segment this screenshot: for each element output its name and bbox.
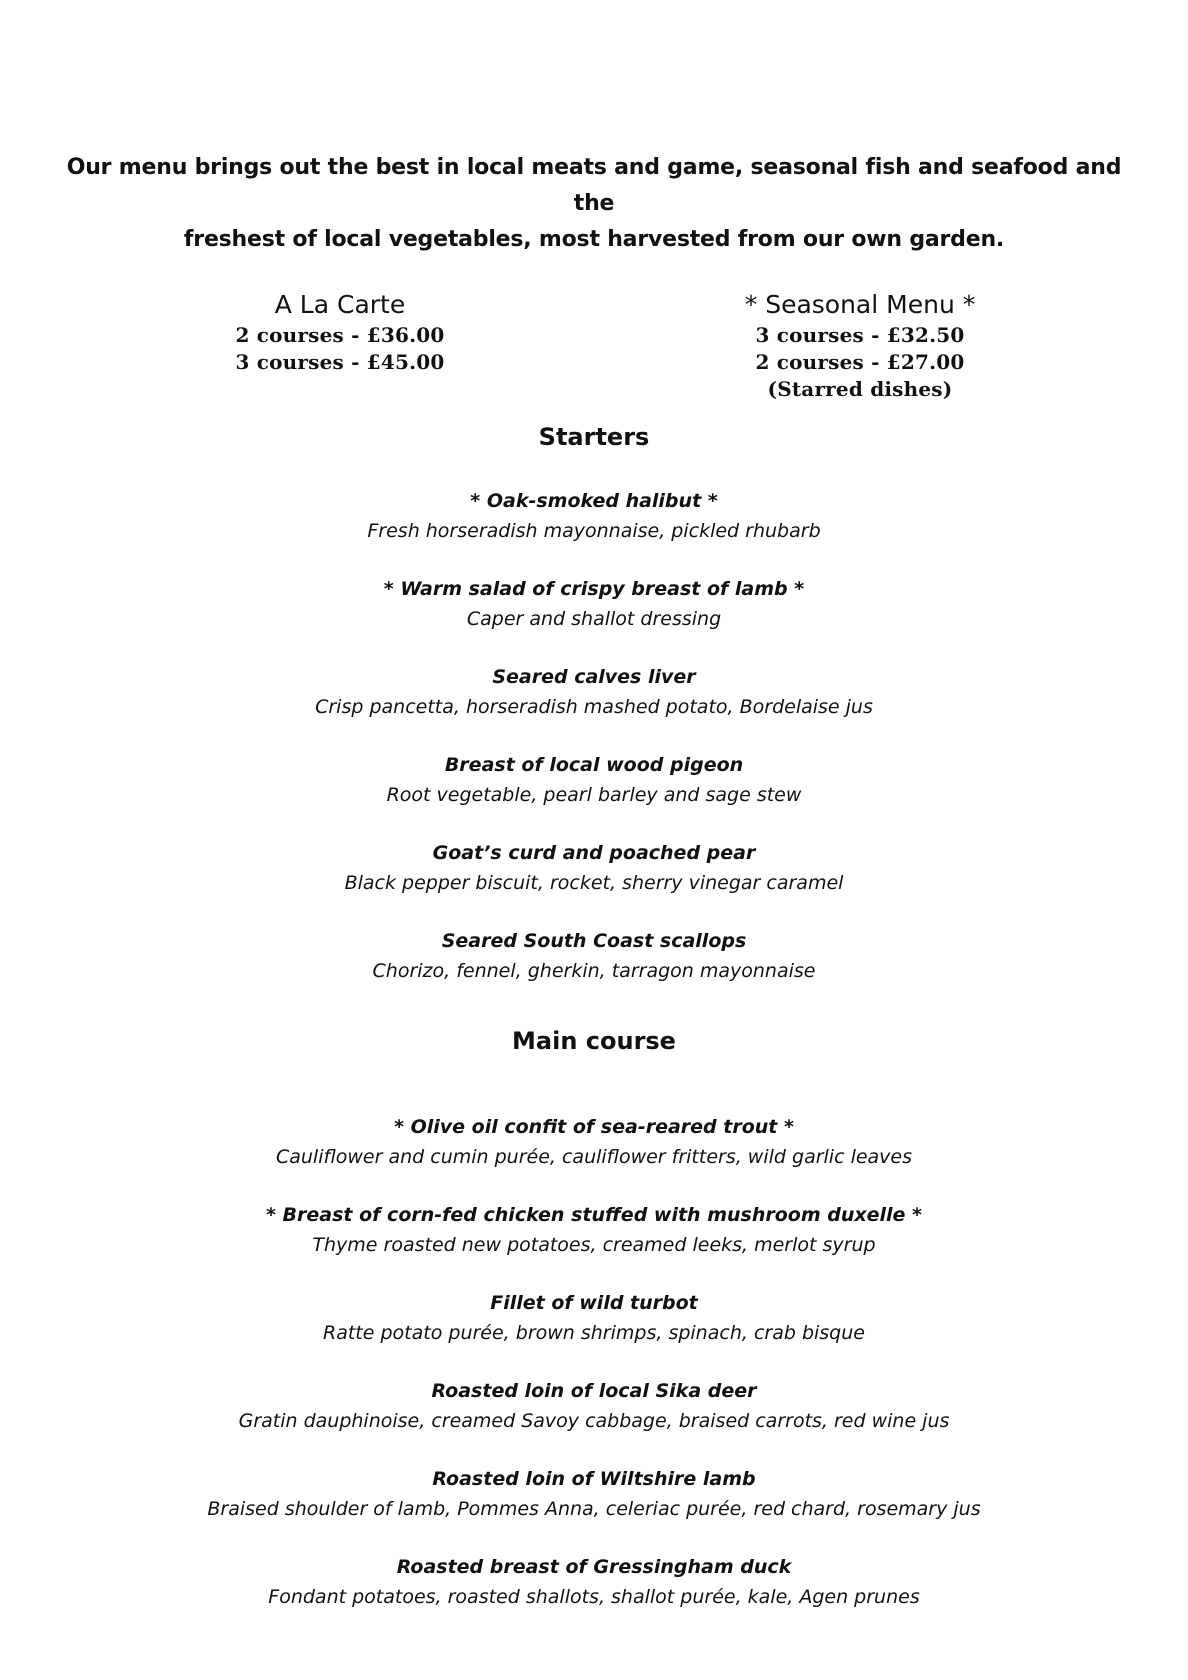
dish-name: Goat’s curd and poached pear bbox=[432, 842, 756, 864]
main-course-item bbox=[0, 1200, 1188, 1260]
dish-description: Root vegetable, pearl barley and sage stew bbox=[386, 784, 802, 806]
dish-name: Roasted breast of Gressingham duck bbox=[396, 1556, 792, 1578]
starter-item bbox=[0, 486, 1188, 546]
dish-description: Chorizo, fennel, gherkin, tarragon mayonnaise bbox=[372, 960, 816, 982]
dish-description: Thyme roasted new potatoes, creamed leeks, merlot syrup bbox=[312, 1234, 876, 1256]
main-course-item bbox=[0, 1112, 1188, 1172]
starter-item bbox=[0, 838, 1188, 898]
starter-item bbox=[0, 574, 1188, 634]
main-course-item bbox=[0, 1376, 1188, 1436]
starter-item bbox=[0, 926, 1188, 986]
dish-name: Roasted loin of local Sika deer bbox=[431, 1380, 757, 1402]
dish-name: * Breast of corn-fed chicken stuffed with mushroom duxelle * bbox=[266, 1204, 922, 1226]
dish-name: * Oak-smoked halibut * bbox=[470, 490, 718, 512]
a-la-carte-pricing bbox=[180, 288, 500, 376]
main-course-heading: Main course bbox=[512, 1027, 676, 1055]
dish-description: Gratin dauphinoise, creamed Savoy cabbage, braised carrots, red wine jus bbox=[238, 1410, 950, 1432]
main-course-item bbox=[0, 1464, 1188, 1524]
dish-description: Crisp pancetta, horseradish mashed potato, Bordelaise jus bbox=[315, 696, 873, 718]
dish-name: * Olive oil confit of sea-reared trout * bbox=[394, 1116, 794, 1138]
seasonal-menu-pricing bbox=[700, 288, 1020, 403]
dish-description: Caper and shallot dressing bbox=[466, 608, 722, 630]
dish-description: Braised shoulder of lamb, Pommes Anna, celeriac purée, red chard, rosemary jus bbox=[207, 1498, 981, 1520]
seasonal-price-2-courses: 2 courses - £27.00 bbox=[755, 350, 965, 374]
dish-description: Fresh horseradish mayonnaise, pickled rhubarb bbox=[367, 520, 821, 542]
main-course-item bbox=[0, 1552, 1188, 1612]
dish-name: Seared South Coast scallops bbox=[441, 930, 747, 952]
intro-text bbox=[60, 150, 1128, 258]
dish-description: Black pepper biscuit, rocket, sherry vinegar caramel bbox=[344, 872, 844, 894]
dish-name: Breast of local wood pigeon bbox=[444, 754, 744, 776]
a-la-carte-title: A La Carte bbox=[274, 290, 406, 319]
starter-item bbox=[0, 662, 1188, 722]
starters-heading: Starters bbox=[538, 423, 650, 451]
dish-description: Cauliflower and cumin purée, cauliflower fritters, wild garlic leaves bbox=[275, 1146, 913, 1168]
dish-name: * Warm salad of crispy breast of lamb * bbox=[383, 578, 805, 600]
seasonal-price-3-courses: 3 courses - £32.50 bbox=[755, 323, 965, 347]
dish-name: Fillet of wild turbot bbox=[490, 1292, 698, 1314]
intro-line-2: freshest of local vegetables, most harvested from our own garden. bbox=[183, 227, 1005, 252]
main-course-item bbox=[0, 1288, 1188, 1348]
dish-description: Ratte potato purée, brown shrimps, spinach, crab bisque bbox=[323, 1322, 865, 1344]
dish-name: Roasted loin of Wiltshire lamb bbox=[432, 1468, 756, 1490]
dish-name: Seared calves liver bbox=[492, 666, 696, 688]
a-la-carte-price-3-courses: 3 courses - £45.00 bbox=[235, 350, 445, 374]
seasonal-menu-title: * Seasonal Menu * bbox=[744, 290, 976, 319]
starter-item bbox=[0, 750, 1188, 810]
a-la-carte-price-2-courses: 2 courses - £36.00 bbox=[235, 323, 445, 347]
dish-description: Fondant potatoes, roasted shallots, shallot purée, kale, Agen prunes bbox=[268, 1586, 920, 1608]
seasonal-note: (Starred dishes) bbox=[767, 377, 953, 401]
intro-line-1: Our menu brings out the best in local meats and game, seasonal fish and seafood and the bbox=[66, 155, 1122, 216]
